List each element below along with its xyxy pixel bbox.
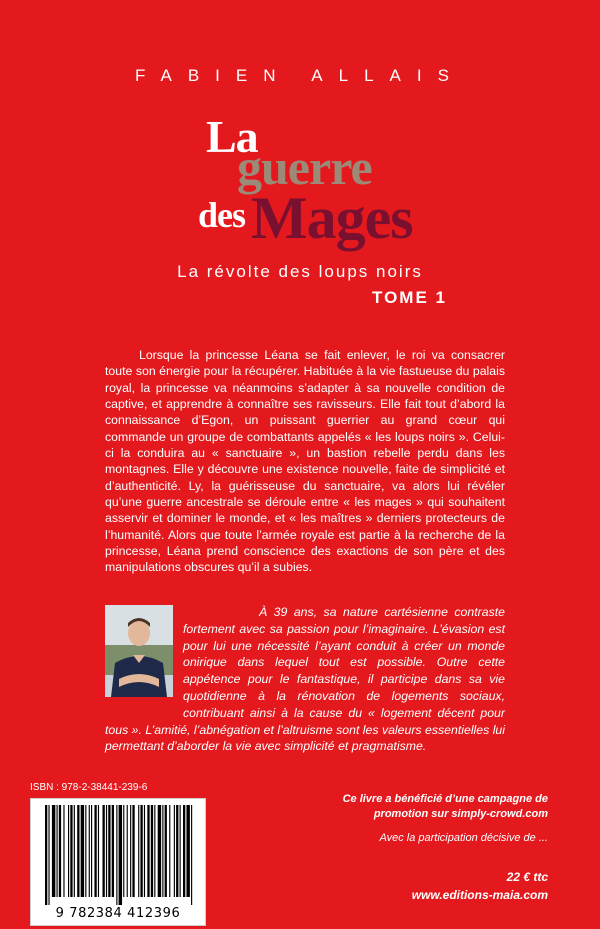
- bio-text: À 39 ans, sa nature cartésienne contraste fortement avec sa passion pour l’imaginaire. L’évasion est pour lui une nécessité l’ayant conduit à créer un monde onirique dans lequel tout est possible. Outre cette appétence pour le fantastique, il participe dans sa vie quotidienne à la rénovation de logements sociaux, contribuant ainsi à la cause du « logement décent pour tous ». L’amitié, l’abnégation et l’altruisme sont les valeurs essentielles lui permettant d’aborder la vie avec simplicité et pragmatisme.: [105, 605, 505, 754]
- barcode-bar: [63, 805, 64, 897]
- barcode-area: [30, 782, 208, 926]
- title-mages: Mages: [251, 185, 413, 251]
- barcode-bar: [191, 805, 192, 905]
- barcode-bar: [147, 805, 149, 897]
- title-des: des: [198, 195, 246, 235]
- barcode-bar: [144, 805, 145, 897]
- title-la: La: [206, 111, 258, 162]
- barcode-bar: [162, 805, 163, 897]
- barcode-bar: [127, 805, 128, 897]
- promo-text: Ce livre a bénéficié d’une campagne de promotion sur simply-crowd.com: [342, 793, 548, 820]
- author-name: FABIEN ALLAIS: [135, 66, 465, 85]
- publisher-info: [318, 792, 548, 902]
- barcode-bar: [186, 805, 189, 897]
- photo-spacer: [105, 604, 177, 708]
- isbn: ISBN : 978-2-38441-239-6: [30, 782, 148, 793]
- barcode-bars: [43, 805, 195, 905]
- barcode-bar: [169, 805, 170, 897]
- book-title: [0, 108, 600, 251]
- title-guerre: guerre: [237, 139, 372, 195]
- barcode: [30, 798, 206, 926]
- author-bio: [105, 604, 505, 755]
- barcode-bar: [106, 805, 107, 897]
- subtitle: La révolte des loups noirs: [177, 262, 423, 281]
- barcode-bar: [48, 805, 49, 905]
- barcode-bar: [108, 805, 110, 897]
- barcode-bar: [116, 805, 117, 905]
- barcode-bar: [103, 805, 105, 897]
- barcode-bar: [132, 805, 134, 897]
- barcode-bar: [119, 805, 122, 905]
- barcode-bar: [174, 805, 175, 897]
- barcode-bar: [77, 805, 79, 897]
- barcode-bar: [140, 805, 142, 897]
- barcode-bar: [183, 805, 185, 897]
- participation-text: Avec la participation décisive de ...: [379, 832, 548, 844]
- barcode-number: 9 782384 412396: [55, 906, 181, 921]
- barcode-bar: [112, 805, 114, 897]
- barcode-bar: [81, 805, 84, 897]
- barcode-bar: [52, 805, 55, 897]
- barcode-bar: [70, 805, 72, 897]
- barcode-bar: [123, 805, 124, 897]
- publisher-website: www.editions-maia.com: [411, 888, 548, 902]
- barcode-bar: [165, 805, 167, 897]
- barcode-bar: [94, 805, 96, 897]
- summary-text: Lorsque la princesse Léana se fait enlever, le roi va consacrer toute son énergie pour la récupérer. Habituée à la vie fastueuse du palais royal, la princesse va néanmoins s’adapter à sa nouvelle condition de captive, et apprendre à connaître ses ravisseurs. Elle fait tout d’abord la connaissance d’Egon, un puissant guerrier au grand cœur qui commande un groupe de combattants appelés « les loups noirs ». Celui-ci la conduira au « sanctuaire », un bastion rebelle perdu dans les montagnes. Elle y découvre une existence nouvelle, faite de simplicité et d’authenticité. Ly, la guérisseuse du sanctuaire, va alors lui révéler qu’une guerre ancestrale se déroule entre « les mages » qui souhaitent asservir et dominer le monde, et « les maîtres » derniers protecteurs de l’humanité. Alors que toute l’armée royale est partie à la recherche de la princesse, Léana prend conscience des exactions de son père et des manipulations obscures qu’il a subies.: [105, 348, 505, 575]
- barcode-bar: [74, 805, 75, 897]
- barcode-bar: [45, 805, 47, 905]
- price: 22 € ttc: [506, 870, 548, 884]
- barcode-bar: [154, 805, 155, 897]
- barcode-bar: [176, 805, 178, 897]
- barcode-bar: [91, 805, 92, 897]
- barcode-bar: [138, 805, 139, 897]
- barcode-bar: [158, 805, 161, 897]
- barcode-bar: [98, 805, 99, 897]
- barcode-bar: [89, 805, 90, 897]
- barcode-bar: [57, 805, 58, 897]
- tome-label: TOME 1: [372, 288, 447, 307]
- barcode-bar: [151, 805, 153, 897]
- barcode-bar: [68, 805, 69, 897]
- barcode-bar: [85, 805, 86, 897]
- barcode-bar: [130, 805, 131, 897]
- barcode-bar: [59, 805, 61, 897]
- barcode-bar: [180, 805, 181, 897]
